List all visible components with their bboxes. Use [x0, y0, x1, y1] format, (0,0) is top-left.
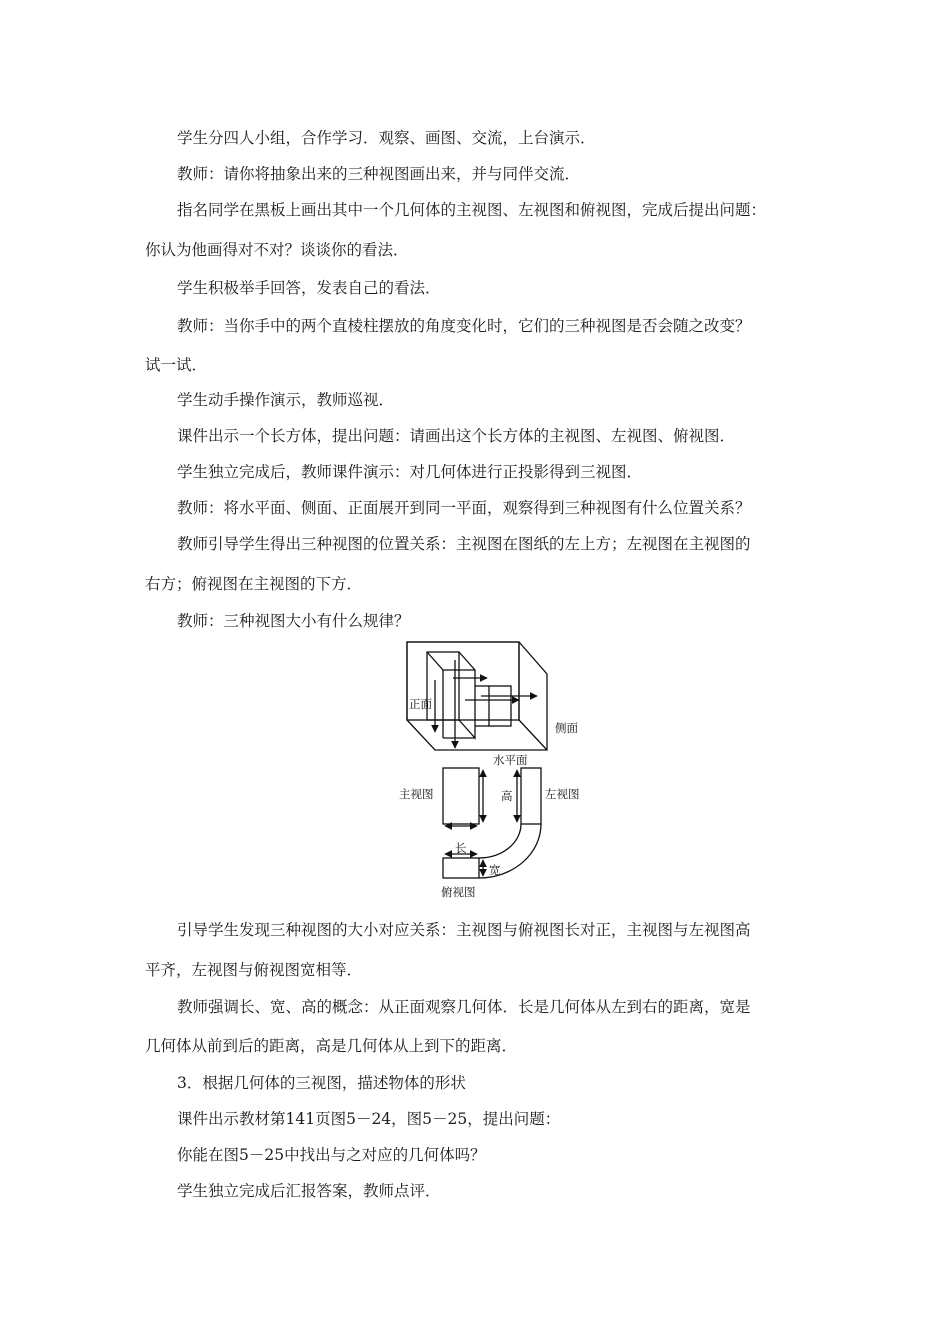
length-label: 长	[455, 841, 467, 855]
projection-diagram	[395, 640, 595, 905]
paragraph: 教师引导学生得出三种视图的位置关系：主视图在图纸的左上方；左视图在主视图的	[177, 535, 751, 553]
three-view-projection-figure	[395, 640, 595, 905]
paragraph: 引导学生发现三种视图的大小对应关系：主视图与俯视图长对正，主视图与左视图高	[177, 921, 751, 939]
horizontal-plane-label: 水平面	[493, 753, 528, 767]
paragraph: 学生分四人小组，合作学习．观察、画图、交流，上台演示．	[177, 129, 596, 147]
paragraph: 教师：当你手中的两个直棱柱摆放的角度变化时，它们的三种视图是否会随之改变？	[177, 317, 751, 335]
paragraph: 课件出示一个长方体，提出问题：请画出这个长方体的主视图、左视图、俯视图．	[177, 427, 736, 445]
paragraph: 教师强调长、宽、高的概念：从正面观察几何体．长是几何体从左到右的距离，宽是	[177, 998, 751, 1016]
paragraph: 平齐，左视图与俯视图宽相等．	[145, 961, 363, 979]
section-heading: 3．根据几何体的三视图，描述物体的形状	[177, 1074, 466, 1092]
paragraph: 学生积极举手回答，发表自己的看法．	[177, 279, 441, 297]
paragraph: 你能在图5－25中找出与之对应的几何体吗？	[177, 1146, 486, 1164]
width-label: 宽	[489, 863, 501, 877]
paragraph: 右方；俯视图在主视图的下方．	[145, 575, 363, 593]
paragraph: 学生独立完成后汇报答案，教师点评．	[177, 1182, 441, 1200]
top-view-label: 俯视图	[441, 885, 476, 899]
height-label: 高	[501, 789, 513, 803]
width-transfer-arc-inner	[479, 824, 521, 858]
paragraph: 学生独立完成后，教师课件演示：对几何体进行正投影得到三视图．	[177, 463, 643, 481]
front-view-rect	[443, 768, 479, 824]
paragraph: 课件出示教材第141页图5－24，图5－25，提出问题：	[177, 1110, 561, 1128]
paragraph: 几何体从前到后的距离，高是几何体从上到下的距离．	[145, 1037, 518, 1055]
side-plane-label: 侧面	[555, 721, 578, 735]
paragraph: 你认为他画得对不对？谈谈你的看法．	[145, 241, 409, 259]
paragraph: 学生动手操作演示，教师巡视．	[177, 391, 395, 409]
front-view-label: 主视图	[399, 787, 434, 801]
paragraph: 试一试．	[145, 356, 208, 374]
left-view-label: 左视图	[545, 787, 580, 801]
paragraph: 教师：请你将抽象出来的三种视图画出来，并与同伴交流．	[177, 165, 581, 183]
paragraph: 教师：将水平面、侧面、正面展开到同一平面，观察得到三种视图有什么位置关系？	[177, 499, 751, 517]
front-plane-label: 正面	[409, 697, 432, 711]
left-view-rect	[521, 768, 541, 824]
paragraph: 指名同学在黑板上画出其中一个几何体的主视图、左视图和俯视图，完成后提出问题：	[177, 201, 767, 219]
top-view-rect	[443, 858, 479, 878]
paragraph: 教师：三种视图大小有什么规律？	[177, 612, 410, 630]
